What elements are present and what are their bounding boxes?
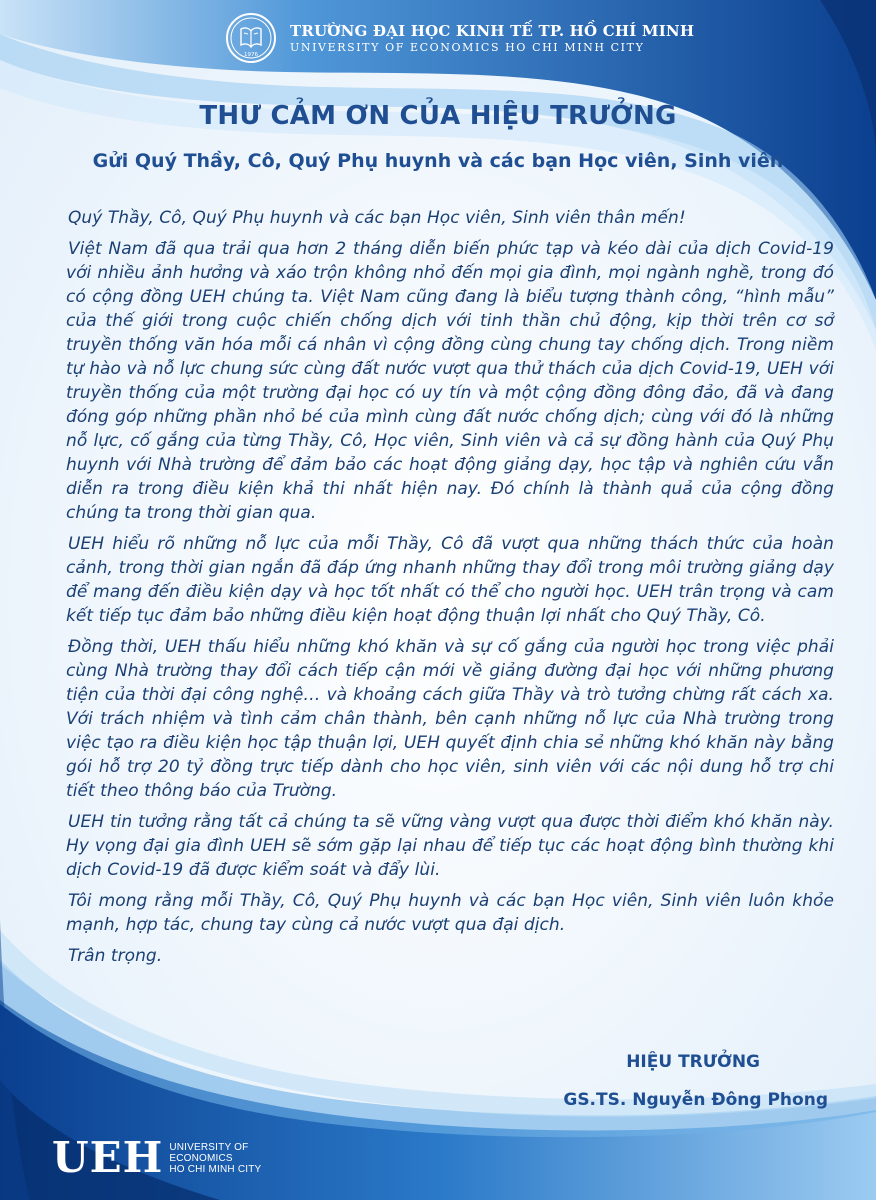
seal-year: 1976 xyxy=(244,52,258,58)
letter-subtitle: Gửi Quý Thầy, Cô, Quý Phụ huynh và các bạn Học viên, Sinh viên xyxy=(92,150,784,172)
letter-paragraph: UEH hiểu rõ những nỗ lực của mỗi Thầy, Cô đã vượt qua những thách thức của hoàn cảnh, trong thời gian ngắn đã đáp ứng nhanh những thay đổi trong môi trường giảng dạy để mang đến điều kiện dạy và học tốt nhất có thể cho người học. UEH trân trọng và cam kết tiếp tục đảm bảo những điều kiện hoạt động thuận lợi nhất cho Quý Thầy, Cô. xyxy=(66,534,834,626)
ueh-sub-line: HO CHI MINH CITY xyxy=(169,1163,262,1175)
letter-paragraph: Tôi mong rằng mỗi Thầy, Cô, Quý Phụ huynh và các bạn Học viên, Sinh viên luôn khỏe mạnh, hợp tác, chung tay cùng cả nước vượt qua đại dịch. xyxy=(66,891,834,935)
ueh-sub-line: UNIVERSITY OF xyxy=(169,1141,249,1153)
university-name-en: UNIVERSITY OF ECONOMICS HO CHI MINH CITY xyxy=(290,41,645,54)
signature-title: HIỆU TRƯỞNG xyxy=(626,1052,760,1072)
letter-paragraph: UEH tin tưởng rằng tất cả chúng ta sẽ vững vàng vượt qua được thời điểm khó khăn này. Hy vọng đại gia đình UEH sẽ sớm gặp lại nhau để tiếp tục các hoạt động bình thường khi dịch Covid-19 đã được kiểm soát và đẩy lùi. xyxy=(66,812,834,880)
ueh-logo-subtext xyxy=(169,1142,261,1175)
letter-closing: Trân trọng. xyxy=(68,946,163,966)
university-seal-icon xyxy=(226,13,276,63)
university-header xyxy=(226,10,694,66)
university-name-vn: TRƯỜNG ĐẠI HỌC KINH TẾ TP. HỒ CHÍ MINH xyxy=(290,22,695,40)
letter-title: THƯ CẢM ƠN CỦA HIỆU TRƯỞNG xyxy=(199,101,677,131)
ueh-footer-logo xyxy=(52,1134,261,1182)
letter-paragraph: Đồng thời, UEH thấu hiểu những khó khăn và sự cố gắng của người học trong việc phải cùng Nhà trường thay đổi cách tiếp cận mới về giảng đường đại học với những phương tiện của thời đại công nghệ… và khoảng cách giữa Thầy và trò tưởng chừng rất cách xa. Với trách nhiệm và tình cảm chân thành, bên cạnh những nỗ lực của Nhà trường trong việc tạo ra điều kiện học tập thuận lợi, UEH quyết định chia sẻ những khó khăn này bằng gói hỗ trợ 20 tỷ đồng trực tiếp dành cho học viên, sinh viên với các nội dung hỗ trợ chi tiết theo thông báo của Trường. xyxy=(66,637,834,801)
letter-body xyxy=(66,206,834,975)
letter-paragraph: Việt Nam đã qua trải qua hơn 2 tháng diễn biến phức tạp và kéo dài của dịch Covid-19 với nhiều ảnh hưởng và xáo trộn không nhỏ đến mọi gia đình, mọi ngành nghề, trong đó có cộng đồng UEH chúng ta. Việt Nam cũng đang là biểu tượng thành công, “hình mẫu” của thế giới trong cuộc chiến chống dịch với tinh thần chủ động, kịp thời trên cơ sở truyền thống văn hóa mỗi cá nhân vì cộng đồng cùng chung tay chống dịch. Trong niềm tự hào và nỗ lực chung sức cùng đất nước vượt qua thử thách của dịch Covid-19, UEH với truyền thống của một trường đại học có uy tín và một cộng đồng đông đảo, đã và đang đóng góp những phần nhỏ bé của mình cùng đất nước chống dịch; cùng với đó là những nỗ lực, cố gắng của từng Thầy, Cô, Học viên, Sinh viên và cả sự đồng hành của Quý Phụ huynh với Nhà trường để đảm bảo các hoạt động giảng dạy, học tập và nghiên cứu vẫn diễn ra trong điều kiện khả thi nhất hiện nay. Đó chính là thành quả của cộng đồng chúng ta trong thời gian qua. xyxy=(66,239,834,523)
letter-greeting: Quý Thầy, Cô, Quý Phụ huynh và các bạn Học viên, Sinh viên thân mến! xyxy=(68,208,686,228)
signature-name: GS.TS. Nguyễn Đông Phong xyxy=(563,1090,828,1110)
ueh-sub-line: ECONOMICS xyxy=(169,1152,233,1164)
ueh-logo-text: UEH xyxy=(52,1133,164,1182)
